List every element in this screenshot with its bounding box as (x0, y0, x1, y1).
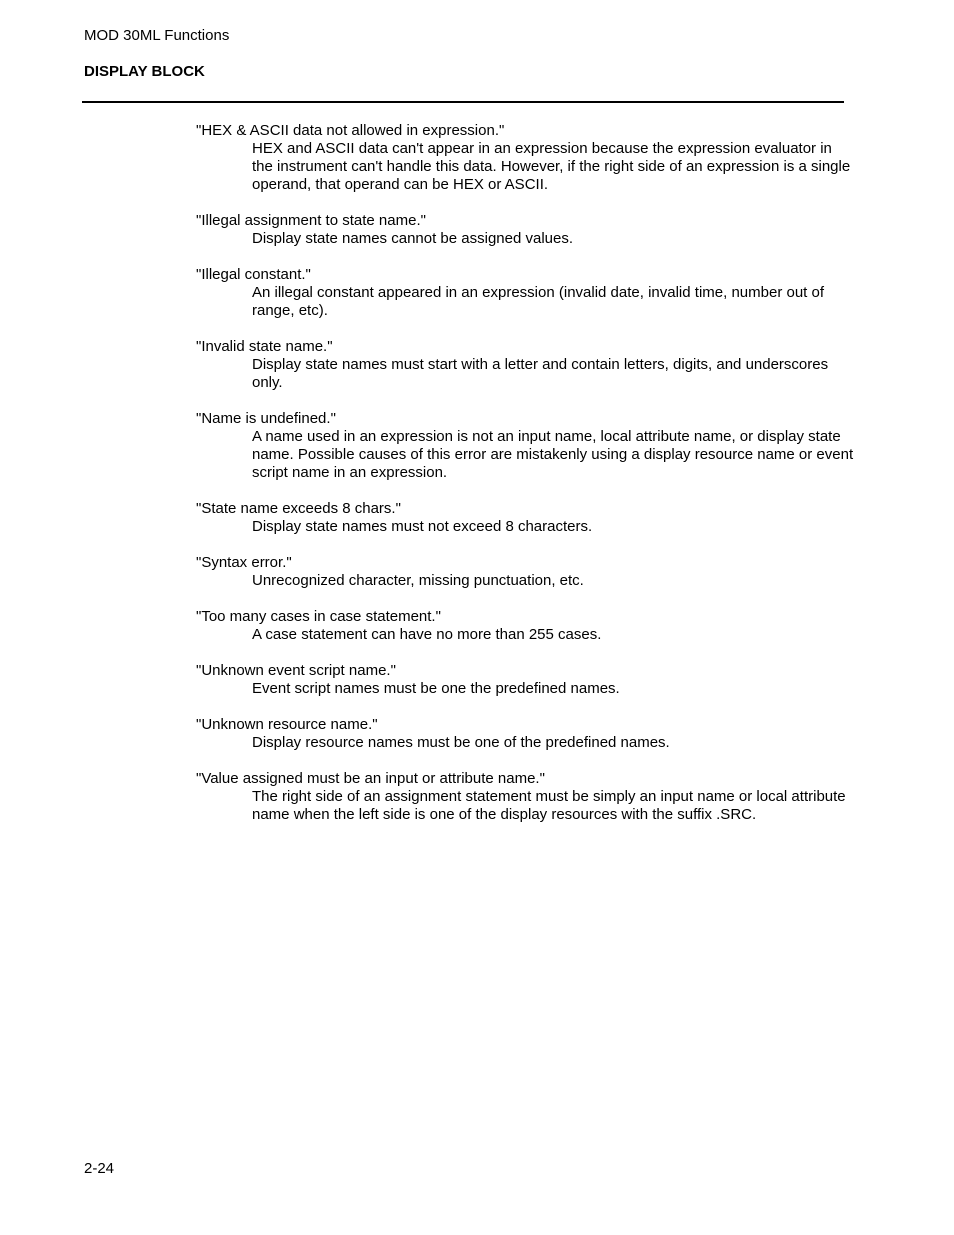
error-message: "Invalid state name." (196, 338, 333, 355)
error-message: "Illegal constant." (196, 266, 311, 283)
error-entry (196, 338, 856, 392)
error-description: HEX and ASCII data can't appear in an expression because the expression evaluator in the instrument can't handle this data. However, if the right side of an expression is a single operand, that operand can be HEX or ASCII. (252, 140, 851, 193)
error-entry (196, 662, 856, 698)
page-number: 2-24 (84, 1160, 115, 1177)
error-description: The right side of an assignment statement must be simply an input name or local attribute name when the left side is one of the display resources with the suffix .SRC. (252, 788, 846, 823)
header-rule (82, 101, 844, 103)
error-description: Event script names must be one the predefined names. (252, 680, 620, 697)
error-entry (196, 266, 856, 320)
error-entry (196, 608, 856, 644)
error-message: "Unknown resource name." (196, 716, 378, 733)
error-message: "Illegal assignment to state name." (196, 212, 426, 229)
error-message: "State name exceeds 8 chars." (196, 500, 401, 517)
error-message: "HEX & ASCII data not allowed in expression." (196, 122, 505, 139)
error-message: "Name is undefined." (196, 410, 336, 427)
error-entry (196, 410, 856, 482)
error-description: Display resource names must be one of the predefined names. (252, 734, 670, 751)
error-description: A case statement can have no more than 255 cases. (252, 626, 602, 643)
error-description: Display state names must not exceed 8 characters. (252, 518, 593, 535)
error-entry (196, 122, 856, 194)
error-message-list (196, 122, 856, 842)
error-entry (196, 212, 856, 248)
running-head: MOD 30ML Functions (84, 27, 230, 44)
error-message: "Unknown event script name." (196, 662, 396, 679)
error-entry (196, 770, 856, 824)
error-description: Display state names must start with a letter and contain letters, digits, and underscores only. (252, 356, 829, 391)
section-title: DISPLAY BLOCK (84, 63, 205, 80)
error-description: Display state names cannot be assigned values. (252, 230, 574, 247)
error-description: An illegal constant appeared in an expression (invalid date, invalid time, number out of range, etc). (252, 284, 825, 319)
error-message: "Syntax error." (196, 554, 292, 571)
error-message: "Value assigned must be an input or attribute name." (196, 770, 545, 787)
error-entry (196, 554, 856, 590)
error-description: A name used in an expression is not an input name, local attribute name, or display state name. Possible causes of this error are mistakenly using a display resource name or event script name in an expression. (252, 428, 854, 481)
error-entry (196, 500, 856, 536)
error-description: Unrecognized character, missing punctuation, etc. (252, 572, 584, 589)
error-entry (196, 716, 856, 752)
error-message: "Too many cases in case statement." (196, 608, 441, 625)
